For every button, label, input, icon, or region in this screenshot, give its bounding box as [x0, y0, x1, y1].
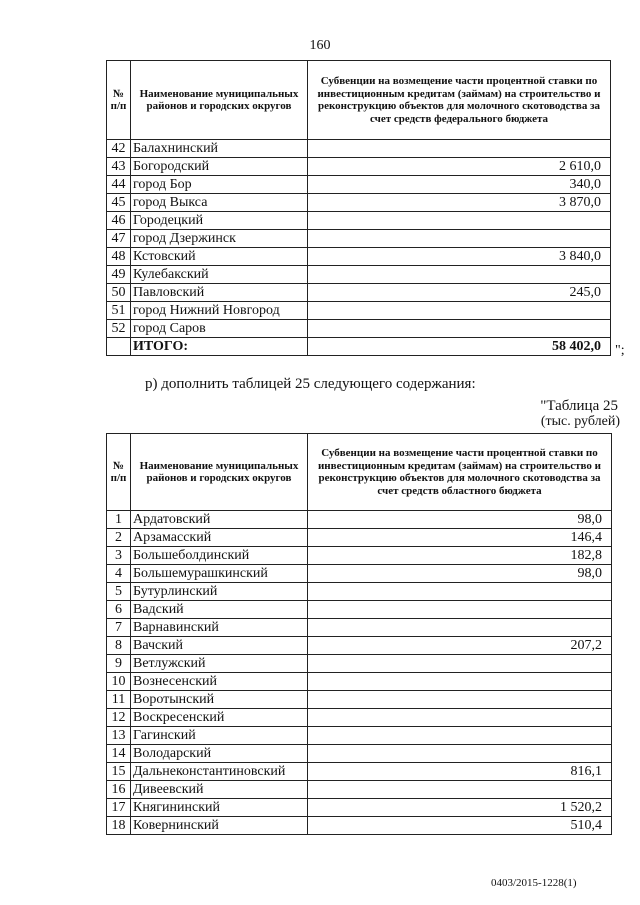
table-row: [107, 248, 611, 266]
subsidy-value: [308, 619, 612, 637]
header-number: № п/п: [107, 61, 131, 140]
district-name: Володарский: [131, 745, 308, 763]
row-number: 11: [107, 691, 131, 709]
district-name: Большемурашкинский: [131, 565, 308, 583]
table-row: [107, 140, 611, 158]
header-district-name: Наименование муниципальных районов и городских округов: [131, 61, 308, 140]
district-name: Воскресенский: [131, 709, 308, 727]
table-row: [107, 547, 612, 565]
row-number: 15: [107, 763, 131, 781]
subsidy-value: [308, 655, 612, 673]
table-body: [107, 511, 612, 835]
subsidy-value: 2 610,0: [308, 158, 611, 176]
table-row: [107, 583, 612, 601]
row-number: 4: [107, 565, 131, 583]
subsidy-value: [308, 583, 612, 601]
table-row: [107, 212, 611, 230]
header-number: № п/п: [107, 434, 131, 511]
district-name: Кулебакский: [131, 266, 308, 284]
subsidy-value: [308, 745, 612, 763]
district-name: Воротынский: [131, 691, 308, 709]
row-number: 13: [107, 727, 131, 745]
district-name: Вачский: [131, 637, 308, 655]
table-row: [107, 673, 612, 691]
table-row: [107, 230, 611, 248]
row-number: 7: [107, 619, 131, 637]
header-district-name: Наименование муниципальных районов и городских округов: [131, 434, 308, 511]
table-row: [107, 709, 612, 727]
subsidy-value: 1 520,2: [308, 799, 612, 817]
district-name: Ковернинский: [131, 817, 308, 835]
table-body: [107, 140, 611, 338]
table-row: [107, 781, 612, 799]
district-name: Ардатовский: [131, 511, 308, 529]
table-row: [107, 529, 612, 547]
district-name: город Дзержинск: [131, 230, 308, 248]
table-row: [107, 511, 612, 529]
table-row: [107, 637, 612, 655]
subsidy-value: [308, 302, 611, 320]
subsidy-value: [308, 212, 611, 230]
document-code: 0403/2015-1228(1): [491, 877, 577, 889]
closing-quote-mark: ";: [615, 343, 625, 358]
district-name: город Выкса: [131, 194, 308, 212]
subsidy-value: [308, 230, 611, 248]
district-name: Балахнинский: [131, 140, 308, 158]
district-name: Вознесенский: [131, 673, 308, 691]
row-number: 42: [107, 140, 131, 158]
row-number: 51: [107, 302, 131, 320]
table-row: [107, 691, 612, 709]
district-name: Варнавинский: [131, 619, 308, 637]
table-row: [107, 745, 612, 763]
subsidy-value: 3 870,0: [308, 194, 611, 212]
subsidy-value: [308, 781, 612, 799]
row-number: 5: [107, 583, 131, 601]
row-number: 44: [107, 176, 131, 194]
table-row: [107, 320, 611, 338]
total-row: [107, 338, 611, 356]
row-number: 9: [107, 655, 131, 673]
district-name: Дивеевский: [131, 781, 308, 799]
district-name: город Нижний Новгород: [131, 302, 308, 320]
subsidy-value: [308, 727, 612, 745]
table-title: "Таблица 25: [540, 398, 618, 414]
subsidy-value: [308, 673, 612, 691]
row-number: 49: [107, 266, 131, 284]
district-name: Павловский: [131, 284, 308, 302]
table-row: [107, 601, 612, 619]
row-number: 6: [107, 601, 131, 619]
subsidy-value: 98,0: [308, 511, 612, 529]
district-name: Княгининский: [131, 799, 308, 817]
row-number: 43: [107, 158, 131, 176]
subsidy-value: 182,8: [308, 547, 612, 565]
table-row: [107, 284, 611, 302]
district-name: Большеболдинский: [131, 547, 308, 565]
subsidy-value: 98,0: [308, 565, 612, 583]
total-number-cell: [107, 338, 131, 356]
header-subsidy-amount: Субвенции на возмещение части процентной ставки по инвестиционным кредитам (займам) на строительство и реконструкцию объектов для молочного скотоводства за счет средств федерального бюджета: [308, 61, 611, 140]
row-number: 18: [107, 817, 131, 835]
table-row: [107, 266, 611, 284]
table-row: [107, 727, 612, 745]
subsidy-value: 510,4: [308, 817, 612, 835]
subsidy-value: 816,1: [308, 763, 612, 781]
subsidy-value: 3 840,0: [308, 248, 611, 266]
header-subsidy-amount: Субвенции на возмещение части процентной ставки по инвестиционным кредитам (займам) на строительство и реконструкцию объектов для молочного скотоводства за счет средств областного бюджета: [308, 434, 612, 511]
district-name: Гагинский: [131, 727, 308, 745]
subsidy-value: [308, 709, 612, 727]
subsidy-table-regional: [106, 433, 612, 835]
district-name: Дальнеконстантиновский: [131, 763, 308, 781]
row-number: 16: [107, 781, 131, 799]
district-name: город Саров: [131, 320, 308, 338]
table-row: [107, 194, 611, 212]
row-number: 17: [107, 799, 131, 817]
row-number: 50: [107, 284, 131, 302]
district-name: Кстовский: [131, 248, 308, 266]
table-row: [107, 176, 611, 194]
table-row: [107, 817, 612, 835]
table-row: [107, 302, 611, 320]
subsidy-value: 146,4: [308, 529, 612, 547]
table-row: [107, 619, 612, 637]
subsidy-value: [308, 140, 611, 158]
subsidy-value: [308, 320, 611, 338]
row-number: 45: [107, 194, 131, 212]
district-name: Ветлужский: [131, 655, 308, 673]
table-row: [107, 763, 612, 781]
table-row: [107, 565, 612, 583]
table-units: (тыс. рублей): [540, 414, 620, 429]
row-number: 10: [107, 673, 131, 691]
subsidy-value: 207,2: [308, 637, 612, 655]
table-row: [107, 158, 611, 176]
row-number: 52: [107, 320, 131, 338]
district-name: город Бор: [131, 176, 308, 194]
total-value: 58 402,0: [308, 338, 611, 356]
row-number: 2: [107, 529, 131, 547]
total-label: ИТОГО:: [131, 338, 308, 356]
row-number: 3: [107, 547, 131, 565]
table-row: [107, 799, 612, 817]
subsidy-table-federal: [106, 60, 611, 356]
subsidy-value: 340,0: [308, 176, 611, 194]
instruction-text: р) дополнить таблицей 25 следующего содержания:: [145, 376, 476, 392]
subsidy-value: 245,0: [308, 284, 611, 302]
row-number: 48: [107, 248, 131, 266]
subsidy-value: [308, 266, 611, 284]
row-number: 8: [107, 637, 131, 655]
district-name: Вадский: [131, 601, 308, 619]
district-name: Городецкий: [131, 212, 308, 230]
table-row: [107, 655, 612, 673]
row-number: 46: [107, 212, 131, 230]
row-number: 1: [107, 511, 131, 529]
row-number: 47: [107, 230, 131, 248]
district-name: Арзамасский: [131, 529, 308, 547]
subsidy-value: [308, 691, 612, 709]
page-number: 160: [309, 38, 331, 53]
district-name: Богородский: [131, 158, 308, 176]
district-name: Бутурлинский: [131, 583, 308, 601]
row-number: 12: [107, 709, 131, 727]
row-number: 14: [107, 745, 131, 763]
subsidy-value: [308, 601, 612, 619]
